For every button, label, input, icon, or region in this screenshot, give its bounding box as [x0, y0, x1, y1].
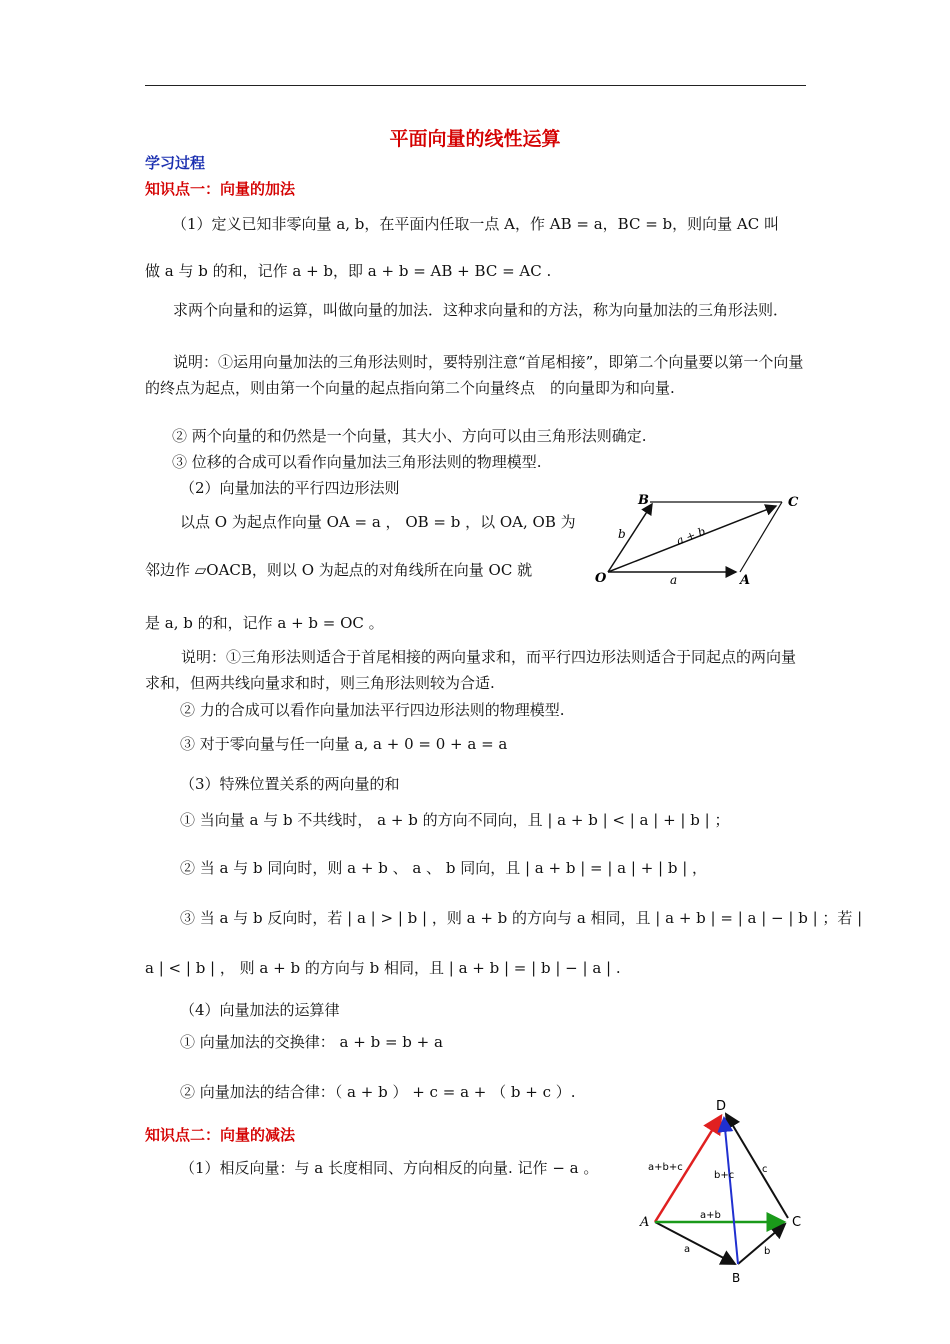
label-B2: B [732, 1271, 741, 1285]
para-line-3: 是 a, b 的和，记作 a + b = OC 。 [145, 614, 384, 632]
label-O: O [595, 571, 607, 586]
label-A: A [740, 573, 751, 588]
label-abc: a+b+c [648, 1162, 683, 1173]
label-C: C [788, 495, 799, 510]
label-A2: A [640, 1215, 650, 1230]
label-a2: a [684, 1244, 691, 1255]
note-2: ② 两个向量的和仍然是一个向量，其大小、方向可以由三角形法则确定. [172, 427, 647, 445]
page-title: 平面向量的线性运算 [389, 128, 561, 150]
label-sum: a + b [674, 524, 708, 548]
edge-bc [738, 1224, 785, 1264]
label-ab: a+b [700, 1210, 721, 1221]
label-b: b [618, 527, 626, 541]
def-line-2: 做 a 与 b 的和，记作 a + b，即 a + b = AB + BC = AC . [145, 262, 552, 280]
label-b2: b [764, 1246, 771, 1257]
note-3: ③ 位移的合成可以看作向量加法三角形法则的物理模型. [172, 453, 542, 471]
special-2: ② 当 a 与 b 同向时，则 a + b 、 a 、 b 同向，且 | a + b | = | a | + | b | ， [180, 859, 708, 877]
kp1-heading: 知识点一：向量的加法 [145, 180, 296, 198]
special-heading: （3）特殊位置关系的两向量的和 [180, 775, 400, 793]
special-1: ① 当向量 a 与 b 不共线时， a + b 的方向不同向，且 | a + b | < | a | + | b | ； [180, 811, 730, 829]
law-1: ① 向量加法的交换律： a + b = b + a [180, 1033, 443, 1051]
label-C2: C [792, 1215, 802, 1230]
def-line-1: （1）定义已知非零向量 a, b，在平面内任取一点 A，作 AB = a，BC = b，则向量 AC 叫 [172, 215, 779, 233]
law-heading: （4）向量加法的运算律 [180, 1001, 340, 1019]
label-D: D [716, 1099, 727, 1114]
label-B: B [638, 493, 649, 508]
edge-cd [726, 1114, 788, 1218]
para-note-2: ② 力的合成可以看作向量加法平行四边形法则的物理模型. [180, 701, 565, 719]
edge-bd-blue [724, 1118, 738, 1264]
para-line-1: 以点 O 为起点作向量 OA = a ， OB = b ，以 OA, OB 为 [180, 513, 576, 531]
associative-figure [630, 1092, 810, 1292]
label-bc: b+c [714, 1170, 735, 1181]
vector-b-line [608, 504, 652, 572]
para-note-3: ③ 对于零向量与任一向量 a, a + 0 = 0 + a = a [180, 735, 508, 753]
special-3b: a | < | b | ， 则 a + b 的方向与 b 相同，且 | a + b | = | b | − | a | . [145, 959, 621, 977]
edge-ab [655, 1222, 735, 1264]
para-heading: （2）向量加法的平行四边形法则 [180, 479, 400, 497]
parallelogram-figure [590, 490, 810, 590]
header-rule [145, 85, 806, 86]
label-a: a [670, 573, 678, 587]
note-1: 说明：①运用向量加法的三角形法则时，要特别注意“首尾相接”，即第二个向量要以第一个向量的终点为起点，则由第一个向量的起点指向第二个向量终点 的向量即为和向量. [145, 353, 804, 397]
para-line-2: 邻边作 ▱OACB，则以 O 为起点的对角线所在向量 OC 就 [145, 561, 533, 579]
special-3a: ③ 当 a 与 b 反向时，若 | a | > | b | ，则 a + b 的方向与 a 相同，且 | a + b | = | a | − | b | ；若 | [180, 909, 863, 927]
study-heading: 学习过程 [145, 154, 206, 172]
neg-definition: （1）相反向量：与 a 长度相同、方向相反的向量. 记作 − a 。 [180, 1159, 599, 1177]
para-note-1: 说明：①三角形法则适合于首尾相接的两向量求和，而平行四边形法则适合于同起点的两向量求和，但两共线向量求和时，则三角形法则较为合适. [145, 648, 797, 692]
label-c2: c [762, 1164, 768, 1175]
kp2-heading: 知识点二：向量的减法 [145, 1126, 296, 1144]
triangle-rule-text: 求两个向量和的运算，叫做向量的加法．这种求向量和的方法，称为向量加法的三角形法则． [173, 301, 789, 319]
law-2: ② 向量加法的结合律：（ a + b ） + c = a + （ b + c ）. [180, 1083, 576, 1101]
